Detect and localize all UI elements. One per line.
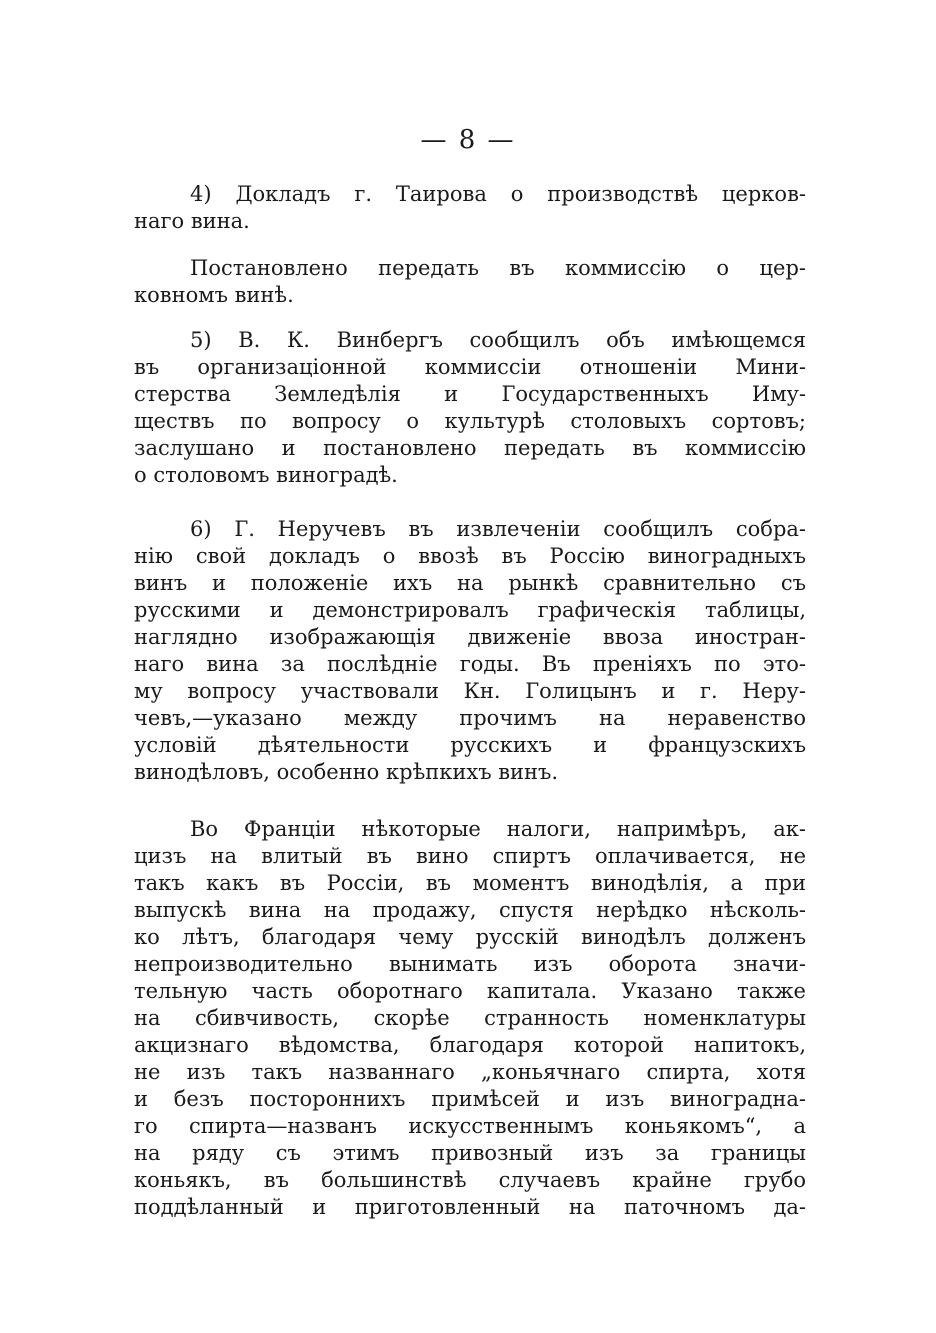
text-line: му вопросу участвовали Кн. Голицынъ и г. Неру- (134, 679, 806, 703)
text-line: ковномъ винѣ. (134, 283, 294, 307)
text-line: винъ и положеніе ихъ на рынкѣ сравнительно съ (134, 571, 806, 595)
text-line: на сбивчивость, скорѣе странность номенклатуры (134, 1006, 806, 1030)
text-line: тельную часть оборотнаго капитала. Указано также (134, 979, 806, 1003)
text-line: винодѣловъ, особенно крѣпкихъ винъ. (134, 760, 559, 784)
text-line: чевъ,—указано между прочимъ на неравенство (134, 706, 806, 730)
text-line: и безъ постороннихъ примѣсей и изъ виноградна- (134, 1087, 806, 1111)
page-number: — 8 — (420, 125, 516, 155)
text-line: ществъ по вопросу о культурѣ столовыхъ сортовъ; (134, 409, 806, 433)
paragraph-3 (134, 327, 806, 489)
text-line: поддѣланный и приготовленный на паточномъ да- (134, 1195, 806, 1219)
text-line: выпускѣ вина на продажу, спустя нерѣдко нѣсколь- (134, 898, 806, 922)
text-line: нію свой докладъ о ввозѣ въ Россію виноградныхъ (134, 544, 806, 568)
text-line: непроизводительно вынимать изъ оборота значи- (134, 952, 806, 976)
paragraph-2 (134, 255, 806, 309)
text-line: въ организаціонной коммиссіи отношеніи Мини- (134, 355, 806, 379)
text-line: не изъ такъ названнаго „коньячнаго спирта, хотя (134, 1060, 806, 1084)
text-line: Во Франціи нѣкоторые налоги, напримѣръ, ак- (190, 817, 806, 841)
text-line: 4) Докладъ г. Таирова о производствѣ церков- (190, 182, 806, 206)
text-line: 6) Г. Неручевъ въ извлеченіи сообщилъ собра- (190, 517, 806, 541)
paragraph-1 (134, 181, 806, 235)
text-line: цизъ на влитый въ вино спиртъ оплачивается, не (134, 844, 806, 868)
text-line: условій дѣятельности русскихъ и французскихъ (134, 733, 806, 757)
text-line: стерства Земледѣлія и Государственныхъ Иму- (134, 382, 806, 406)
paragraph-5 (134, 816, 806, 1221)
text-line: на ряду съ этимъ привозный изъ за границы (134, 1141, 806, 1165)
text-line: русскими и демонстрировалъ графическія таблицы, (134, 598, 806, 622)
text-line: наго вина за послѣдніе годы. Въ преніяхъ по это- (134, 652, 806, 676)
text-line: Постановлено передать въ коммиссію о цер- (190, 256, 806, 280)
text-line: 5) В. К. Винбергъ сообщилъ объ имѣющемся (190, 328, 806, 352)
text-line: о столовомъ виноградѣ. (134, 463, 398, 487)
text-line: ко лѣтъ, благодаря чему русскій винодѣлъ долженъ (134, 925, 806, 949)
text-line: го спирта—названъ искусственнымъ коньякомъ“, а (134, 1114, 806, 1138)
text-line: такъ какъ въ Россіи, въ моментъ винодѣлія, а при (134, 871, 806, 895)
text-line: наглядно изображающія движеніе ввоза иностран- (134, 625, 806, 649)
text-line: коньякъ, въ большинствѣ случаевъ крайне грубо (134, 1168, 806, 1192)
text-line: заслушано и постановлено передать въ коммиссію (134, 436, 806, 460)
text-line: наго вина. (134, 209, 250, 233)
text-line: акцизнаго вѣдомства, благодаря которой напитокъ, (134, 1033, 806, 1057)
paragraph-4 (134, 516, 806, 786)
